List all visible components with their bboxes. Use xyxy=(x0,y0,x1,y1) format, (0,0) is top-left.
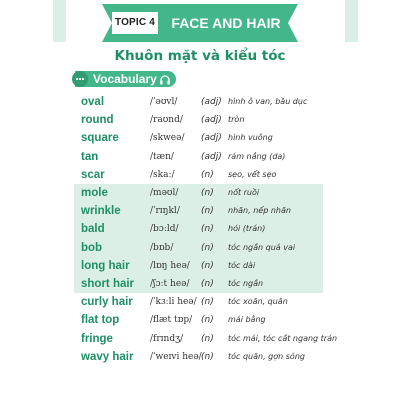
vocab-part-of-speech: (adj) xyxy=(201,115,222,126)
vocab-meaning: nhăn, nếp nhăn xyxy=(228,206,291,216)
vocab-ipa: /məʊl/ xyxy=(150,188,179,198)
vocab-row xyxy=(0,310,400,330)
vocab-row xyxy=(0,274,400,294)
vocab-meaning: rám nắng (da) xyxy=(228,151,286,161)
vocab-meaning: tóc ngắn quá vai xyxy=(228,242,296,252)
vocab-meaning: mái bằng xyxy=(228,315,266,325)
vocab-row xyxy=(0,183,400,203)
vocab-ipa: /bɔːld/ xyxy=(150,224,179,235)
vocab-meaning: tóc mái, tóc cắt ngang trán xyxy=(228,333,338,343)
vocab-ipa: /ˈəʊvl/ xyxy=(150,97,178,107)
corner-accent-left xyxy=(53,0,66,42)
vocab-part-of-speech: (n) xyxy=(201,224,214,235)
vocab-row xyxy=(0,201,400,221)
vocab-row xyxy=(0,128,400,148)
vocab-word: scar xyxy=(81,168,105,181)
vocab-meaning: nốt ruồi xyxy=(228,188,260,197)
topic-title: FACE AND HAIR xyxy=(171,15,281,31)
topic-badge: TOPIC 4 xyxy=(112,12,158,34)
chat-bubble-icon xyxy=(72,71,88,87)
vocab-ipa: /ˈkɜːli heə/ xyxy=(150,297,197,308)
vocab-row xyxy=(0,110,400,130)
vocab-ipa: /lɒŋ heə/ xyxy=(150,260,190,271)
vocab-row xyxy=(0,92,400,112)
vocab-row xyxy=(0,165,400,185)
vocab-meaning: hình vuông xyxy=(228,133,273,143)
topic-banner xyxy=(102,4,298,42)
vocab-meaning: sẹo, vết sẹo xyxy=(228,169,277,179)
vocab-meaning: tóc quăn, gợn sóng xyxy=(228,351,305,361)
vocab-row xyxy=(0,256,400,276)
vocab-part-of-speech: (n) xyxy=(201,169,214,180)
corner-accent-right xyxy=(345,0,358,42)
vocab-row xyxy=(0,219,400,239)
vocab-ipa: /raʊnd/ xyxy=(150,115,183,126)
vocabulary-label: Vocabulary xyxy=(93,72,157,86)
vocab-word: long hair xyxy=(81,259,130,272)
vocab-word: wrinkle xyxy=(81,205,121,218)
vocab-ipa: /ʃɔːt heə/ xyxy=(150,279,190,289)
vocab-word: round xyxy=(81,114,114,127)
vocab-ipa: /skaː/ xyxy=(150,169,175,180)
vocab-word: tan xyxy=(81,150,99,163)
vocab-row xyxy=(0,347,400,367)
vocab-word: flat top xyxy=(81,314,120,327)
vocab-row xyxy=(0,147,400,167)
vocab-row xyxy=(0,238,400,258)
vocab-part-of-speech: (adj) xyxy=(201,151,222,162)
vocab-meaning: hói (trán) xyxy=(228,224,266,234)
vocab-meaning: tròn xyxy=(228,115,245,125)
vocab-meaning: tóc ngắn xyxy=(228,279,264,288)
vocab-word: wavy hair xyxy=(81,350,134,363)
vocab-word: fringe xyxy=(81,332,113,345)
vocab-word: mole xyxy=(81,187,108,199)
vocab-part-of-speech: (n) xyxy=(201,297,214,308)
vocab-part-of-speech: (n) xyxy=(201,188,214,198)
vocab-ipa: /tæn/ xyxy=(150,151,174,162)
vocab-ipa: /ˈweɪvi heə/ xyxy=(150,351,202,362)
vocab-part-of-speech: (adj) xyxy=(201,133,222,144)
vocab-part-of-speech: (n) xyxy=(201,333,214,344)
vocab-part-of-speech: (n) xyxy=(201,242,214,253)
vocab-ipa: /skweə/ xyxy=(150,133,185,144)
vocab-row xyxy=(0,329,400,349)
headphones-icon xyxy=(159,73,171,85)
vocab-word: curly hair xyxy=(81,296,133,309)
vocab-meaning: hình ô van, bầu dục xyxy=(228,97,308,106)
vocab-part-of-speech: (n) xyxy=(201,260,214,271)
vocab-meaning: tóc xoăn, quăn xyxy=(228,297,288,307)
vocab-word: oval xyxy=(81,96,105,108)
vocab-word: bald xyxy=(81,223,105,236)
vocab-part-of-speech: (n) xyxy=(201,315,214,326)
page-subtitle: Khuôn mặt và kiểu tóc xyxy=(114,48,286,64)
vocab-ipa: /frɪndʒ/ xyxy=(150,333,184,344)
vocab-part-of-speech: (n) xyxy=(201,351,214,362)
vocab-word: bob xyxy=(81,241,103,254)
vocab-ipa: /flæt tɒp/ xyxy=(150,315,193,326)
vocab-part-of-speech: (n) xyxy=(201,279,214,289)
vocab-meaning: tóc dài xyxy=(228,260,256,270)
vocab-part-of-speech: (adj) xyxy=(201,97,222,107)
vocab-ipa: /bɒb/ xyxy=(150,242,174,253)
vocab-word: square xyxy=(81,132,119,145)
vocab-part-of-speech: (n) xyxy=(201,206,214,217)
vocab-ipa: /ˈrɪŋkl/ xyxy=(150,206,180,217)
vocabulary-section-header xyxy=(75,71,176,87)
vocab-row xyxy=(0,292,400,312)
vocab-word: short hair xyxy=(81,278,135,290)
